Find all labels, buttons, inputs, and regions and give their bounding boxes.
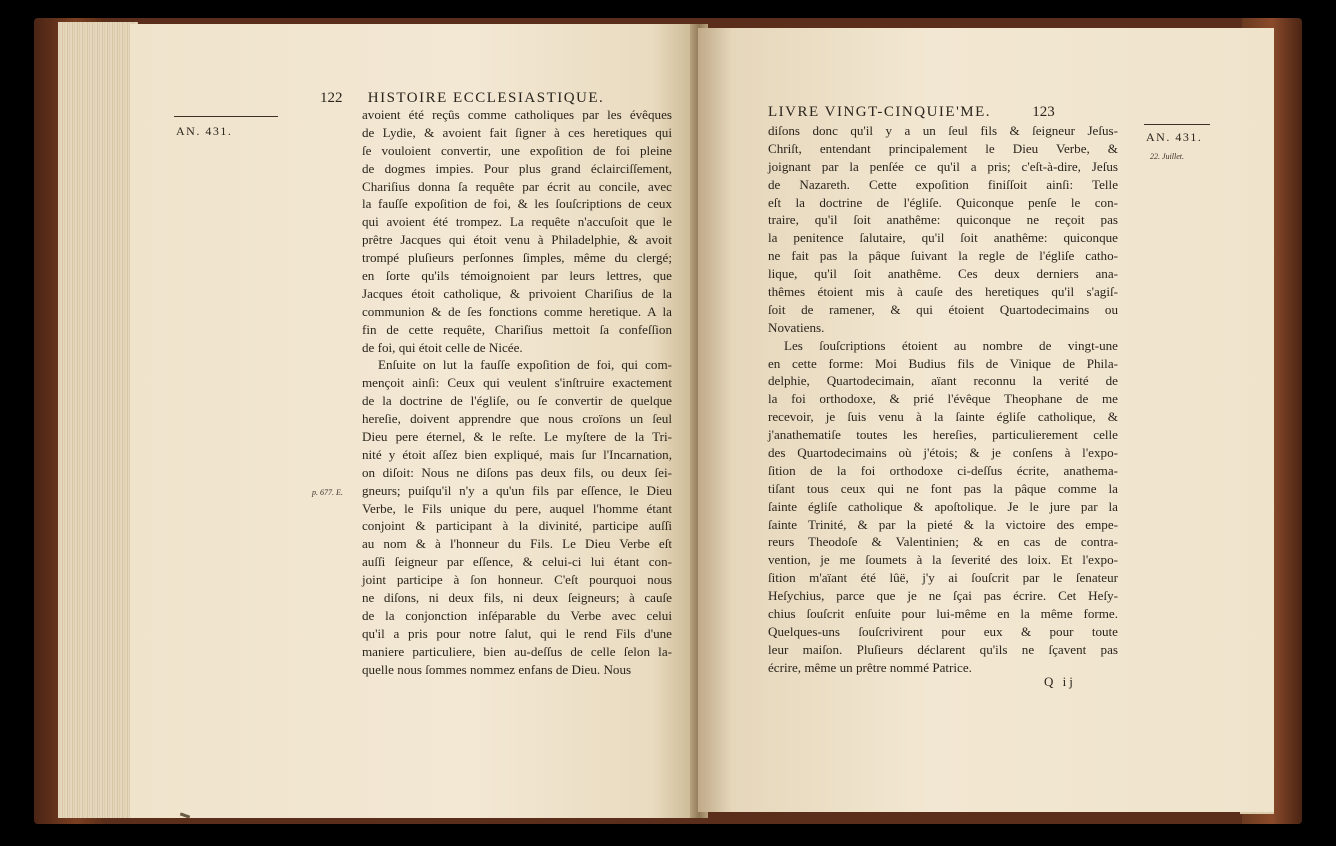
text-line: ſe vouloient convertir, une expoſition de foi pleine bbox=[362, 142, 672, 158]
right-margin-rule bbox=[1144, 124, 1210, 125]
text-line: de la conjonction inſéparable du Verbe avec celui bbox=[362, 607, 672, 623]
text-line: vention, je me ſoumets à la ſeverité des loix. Et l'expo- bbox=[768, 552, 1118, 568]
right-page-number: 123 bbox=[1032, 104, 1055, 120]
signature-mark: Q ij bbox=[1044, 674, 1076, 689]
text-line: fin de cette requête, Chariſius mettoit ſa confeſſion bbox=[362, 321, 672, 337]
text-line: thêmes étoient mis à cauſe des heretiques qu'il s'agiſ- bbox=[768, 284, 1118, 300]
text-line: gneurs; puiſqu'il n'y a qu'un fils par eſſence, le Dieu bbox=[362, 482, 672, 498]
right-margin-note: 22. Juillet. bbox=[1150, 152, 1184, 161]
text-line: communion & de ſes fonctions comme heretique. A la bbox=[362, 303, 672, 319]
text-line: des Quartodecimains où j'étois; & je conſens à l'expo- bbox=[768, 445, 1118, 461]
left-text-block bbox=[362, 106, 672, 679]
right-running-title: LIVRE VINGT-CINQUIE'ME. bbox=[768, 104, 992, 120]
text-line: Enſuite on lut la fauſſe expoſition de foi, qui com- bbox=[378, 357, 672, 373]
text-line: Les ſouſcriptions étoient au nombre de vingt-une bbox=[784, 337, 1118, 353]
text-line: de dogmes impies. Pour plus grand éclairciſſement, bbox=[362, 160, 672, 176]
text-line: tiſant tous ceux qui ne font pas la pâque comme la bbox=[768, 480, 1118, 496]
left-page-edges bbox=[58, 22, 138, 818]
text-line: de Nazareth. Cette expoſition finiſſoit ainſi: Telle bbox=[768, 176, 1118, 192]
right-margin-year: AN. 431. bbox=[1146, 130, 1203, 144]
left-margin-note: p. 677. E. bbox=[312, 488, 343, 497]
text-line: auſſi ſeigneur par eſſence, & celui-ci lui étant con- bbox=[362, 554, 672, 570]
text-line: ſoit de ramener, & qui étoient Quartodecimains ou bbox=[768, 301, 1118, 317]
text-line: de la doctrine de l'égliſe, ou ſe convertir de quelque bbox=[362, 393, 672, 409]
right-page bbox=[698, 28, 1274, 812]
text-line: mençoit ainſi: Ceux qui veulent s'inſtruire exactement bbox=[362, 375, 672, 391]
text-line: joint participe à ſon honneur. C'eſt pourquoi nous bbox=[362, 572, 672, 588]
text-line: Verbe, le Fils unique du pere, auquel l'homme étant bbox=[362, 500, 672, 516]
text-line: diſons donc qu'il y a un ſeul fils & ſeigneur Jeſus- bbox=[768, 123, 1118, 138]
text-line: Dieu pere éternel, & le reſte. Le myſtere de la Tri- bbox=[362, 429, 672, 445]
text-line: en ſorte qu'ils témoignoient par leurs lettres, que bbox=[362, 268, 672, 284]
text-line: quelle nous ſommes nommez enfans de Dieu. Nous bbox=[362, 661, 632, 677]
left-running-head bbox=[320, 90, 604, 107]
text-line: la foi orthodoxe, & prié l'évêque Theophane de me bbox=[768, 391, 1118, 407]
text-line: ſition m'aïant été lûë, j'y ai ſouſcrit par le ſenateur bbox=[768, 570, 1118, 586]
text-line: ſainte égliſe catholique & apoſtolique. Je le jure par la bbox=[768, 498, 1118, 514]
text-line: Chariſius donna ſa requête par écrit au concile, avec bbox=[362, 178, 672, 194]
text-line: leur maiſon. Pluſieurs déclarent qu'ils ne ſçavent pas bbox=[768, 641, 1118, 657]
text-line: nité y étoit aſſez bien expliqué, mais ſur l'Incarnation, bbox=[362, 446, 672, 462]
left-running-title: HISTOIRE ECCLESIASTIQUE. bbox=[367, 90, 605, 106]
open-book bbox=[34, 18, 1302, 824]
text-line: maniere particuliere, bien au-deſſus de celle ſelon la- bbox=[362, 643, 672, 659]
left-margin-rule bbox=[174, 116, 278, 117]
text-line: qu'il a pris pour notre ſalut, qui le rend Fils d'une bbox=[362, 625, 672, 641]
text-line: Jacques étoit catholique, & privoient Chariſius de la bbox=[362, 285, 672, 301]
text-line: recevoir, je ſuis venu à la ſainte égliſe catholique, & bbox=[768, 409, 1118, 425]
text-line: Chriſt, entendant principalement le Dieu Verbe, & bbox=[768, 140, 1118, 156]
text-line: chius ſouſcrit enſuite pour lui-même en la même forme. bbox=[768, 606, 1118, 622]
left-margin-year: AN. 431. bbox=[176, 124, 233, 138]
text-line: Novatiens. bbox=[768, 319, 825, 335]
text-line: joignant par la penſée ce qu'il a pris; c'eſt-à-dire, Jeſus bbox=[768, 158, 1118, 174]
text-line: reurs Theodoſe & Valentinien; & en cas de contra- bbox=[768, 534, 1118, 550]
text-line: au nom & à l'honneur du Fils. Le Dieu Verbe eſt bbox=[362, 536, 672, 552]
text-line: la penitence ſalutaire, qu'il ſoit anathême: quiconque bbox=[768, 230, 1118, 246]
right-text-block bbox=[768, 122, 1118, 677]
text-line: on diſoit: Nous ne diſons pas deux fils, ou deux ſei- bbox=[362, 464, 672, 480]
text-line: Heſychius, parce que je ne ſçai pas écrire. Cet Heſy- bbox=[768, 588, 1118, 604]
right-running-head bbox=[768, 104, 1055, 121]
text-line: hereſie, doivent apprendre que nous croïons un ſeul bbox=[362, 411, 672, 427]
text-line: traire, qu'il ſoit anathême: quiconque ne reçoit pas bbox=[768, 212, 1118, 228]
text-line: ſainte Trinité, & par la pieté & la victoire des empe- bbox=[768, 516, 1118, 532]
text-line: de Lydie, & avoient fait ſigner à ces heretiques qui bbox=[362, 124, 672, 140]
text-line: ne fait pas la pâque ſuivant la regle de l'égliſe catho- bbox=[768, 248, 1118, 264]
text-line: conjoint & participant à la divinité, participe auſſi bbox=[362, 518, 672, 534]
text-line: avoient été reçûs comme catholiques par les évêques bbox=[362, 107, 672, 122]
text-line: de foi, qui étoit celle de Nicée. bbox=[362, 339, 523, 355]
text-line: j'anathematiſe toutes les hereſies, particulierement celle bbox=[768, 427, 1118, 443]
left-page-number: 122 bbox=[320, 90, 343, 106]
text-line: ne diſons, ni deux fils, ni deux ſeigneurs; à cauſe bbox=[362, 590, 672, 606]
text-line: lique, qu'il ſoit anathême. Ces deux derniers ana- bbox=[768, 266, 1118, 282]
text-line: trompé pluſieurs perſonnes ſimples, même du clergé; bbox=[362, 250, 672, 266]
text-line: Quelques-uns ſouſcrivirent pour eux & pour toute bbox=[768, 623, 1118, 639]
text-line: ſition de la foi orthodoxe ci-deſſus écrite, anathema- bbox=[768, 462, 1118, 478]
text-line: prêtre Jacques qui étoit venu à Philadelphie, & avoit bbox=[362, 232, 672, 248]
text-line: qui avoient été trompez. La requête n'accuſoit que le bbox=[362, 214, 672, 230]
text-line: delphie, Quartodecimain, aïant reconnu la verité de bbox=[768, 373, 1118, 389]
text-line: la fauſſe expoſition de foi, & les ſouſcriptions de ceux bbox=[362, 196, 672, 212]
text-line: écrire, même un prêtre nommé Patrice. bbox=[768, 659, 972, 675]
text-line: eſt la doctrine de l'égliſe. Quiconque penſe le con- bbox=[768, 194, 1118, 210]
text-line: en cette forme: Moi Budius fils de Vinique de Phila- bbox=[768, 355, 1118, 371]
left-page bbox=[130, 24, 698, 818]
